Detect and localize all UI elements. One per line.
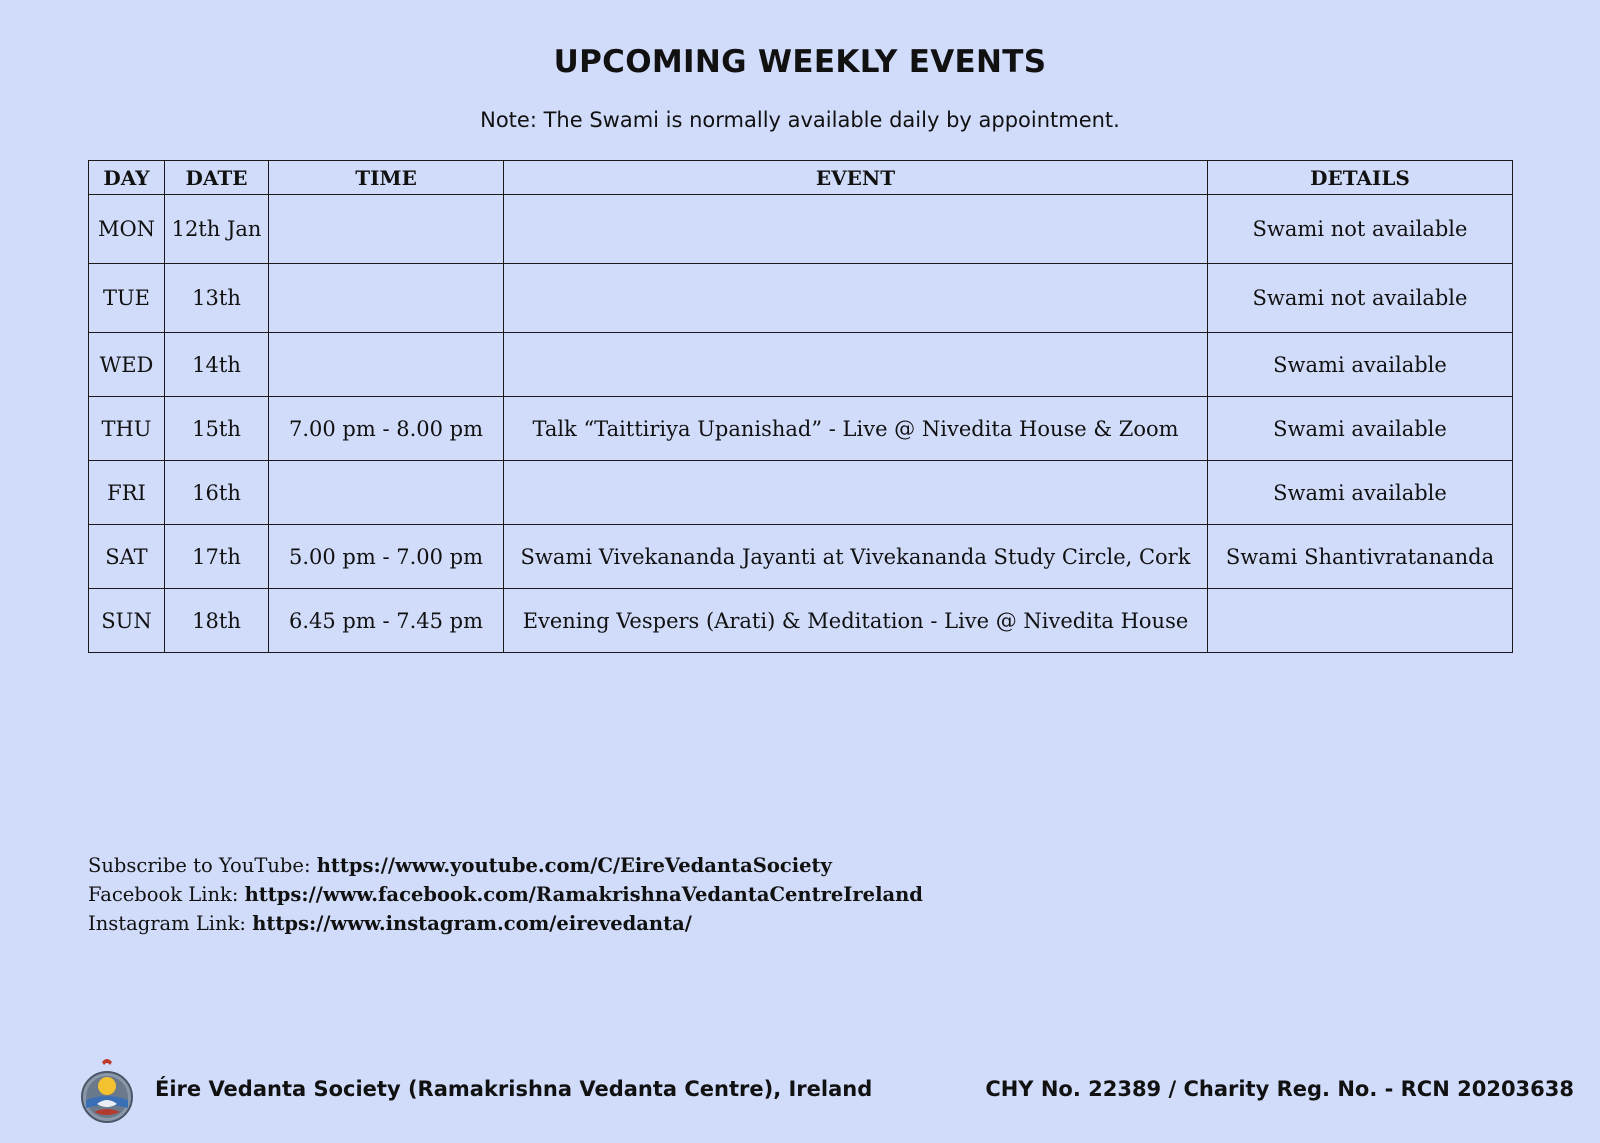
- details-cell: Swami not available: [1208, 264, 1513, 333]
- column-header-event: EVENT: [504, 161, 1208, 195]
- event-cell: [504, 264, 1208, 333]
- date-cell: 17th: [165, 525, 269, 589]
- event-cell: Evening Vespers (Arati) & Meditation - Live @ Nivedita House: [504, 589, 1208, 653]
- instagram-label: Instagram Link:: [88, 912, 253, 935]
- time-cell: 5.00 pm - 7.00 pm: [269, 525, 504, 589]
- table-row: [89, 333, 1513, 397]
- facebook-label: Facebook Link:: [88, 883, 245, 906]
- time-cell: [269, 461, 504, 525]
- table-row: [89, 264, 1513, 333]
- time-cell: [269, 333, 504, 397]
- details-cell: Swami Shantivratananda: [1208, 525, 1513, 589]
- society-emblem-icon: [80, 1056, 134, 1126]
- facebook-link[interactable]: https://www.facebook.com/RamakrishnaVedantaCentreIreland: [244, 883, 923, 906]
- column-header-date: DATE: [165, 161, 269, 195]
- facebook-line: [88, 880, 923, 909]
- details-cell: Swami available: [1208, 397, 1513, 461]
- table-row: [89, 461, 1513, 525]
- time-cell: [269, 264, 504, 333]
- page-title: UPCOMING WEEKLY EVENTS: [553, 44, 1047, 80]
- organization-name: Éire Vedanta Society (Ramakrishna Vedanta Centre), Ireland: [155, 1077, 873, 1101]
- charity-registration: CHY No. 22389 / Charity Reg. No. - RCN 20203638: [985, 1077, 1574, 1101]
- date-cell: 13th: [165, 264, 269, 333]
- day-cell: WED: [89, 333, 165, 397]
- availability-note: Note: The Swami is normally available daily by appointment.: [480, 108, 1120, 132]
- table-row: [89, 525, 1513, 589]
- youtube-label: Subscribe to YouTube:: [88, 854, 317, 877]
- youtube-link[interactable]: https://www.youtube.com/C/EireVedantaSociety: [316, 854, 832, 877]
- time-cell: 6.45 pm - 7.45 pm: [269, 589, 504, 653]
- day-cell: TUE: [89, 264, 165, 333]
- youtube-line: [88, 851, 923, 880]
- details-cell: Swami available: [1208, 333, 1513, 397]
- date-cell: 16th: [165, 461, 269, 525]
- instagram-link[interactable]: https://www.instagram.com/eirevedanta/: [252, 912, 692, 935]
- event-cell: [504, 195, 1208, 264]
- table-header-row: [89, 161, 1513, 195]
- event-cell: Swami Vivekananda Jayanti at Vivekananda Study Circle, Cork: [504, 525, 1208, 589]
- event-cell: Talk “Taittiriya Upanishad” - Live @ Nivedita House & Zoom: [504, 397, 1208, 461]
- day-cell: MON: [89, 195, 165, 264]
- date-cell: 18th: [165, 589, 269, 653]
- day-cell: SUN: [89, 589, 165, 653]
- column-header-day: DAY: [89, 161, 165, 195]
- table-row: [89, 397, 1513, 461]
- events-table: [88, 160, 1513, 653]
- event-cell: [504, 461, 1208, 525]
- date-cell: 14th: [165, 333, 269, 397]
- date-cell: 15th: [165, 397, 269, 461]
- event-cell: [504, 333, 1208, 397]
- details-cell: Swami available: [1208, 461, 1513, 525]
- instagram-line: [88, 909, 923, 938]
- table-row: [89, 195, 1513, 264]
- details-cell: [1208, 589, 1513, 653]
- time-cell: [269, 195, 504, 264]
- column-header-details: DETAILS: [1208, 161, 1513, 195]
- date-cell: 12th Jan: [165, 195, 269, 264]
- day-cell: SAT: [89, 525, 165, 589]
- time-cell: 7.00 pm - 8.00 pm: [269, 397, 504, 461]
- table-row: [89, 589, 1513, 653]
- details-cell: Swami not available: [1208, 195, 1513, 264]
- day-cell: THU: [89, 397, 165, 461]
- day-cell: FRI: [89, 461, 165, 525]
- footer: [80, 1056, 1574, 1126]
- column-header-time: TIME: [269, 161, 504, 195]
- social-links: [88, 851, 923, 938]
